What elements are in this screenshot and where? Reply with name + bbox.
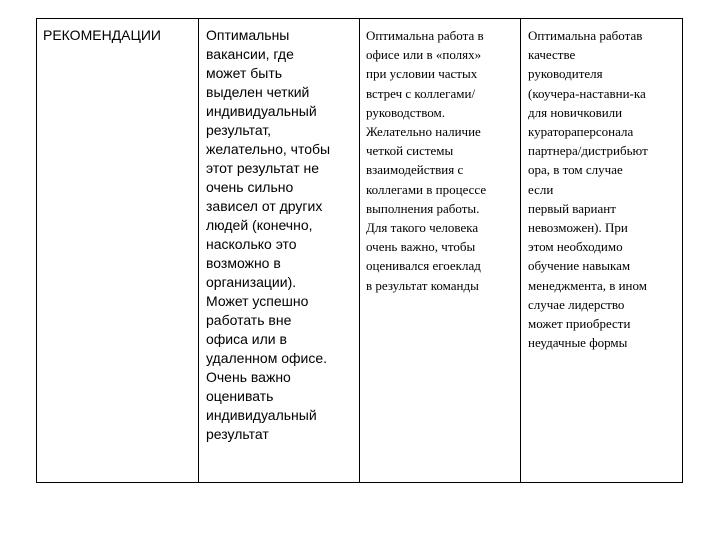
cell-text-line: при условии частых — [366, 66, 478, 82]
cell-text-line: выполнения работы. — [366, 200, 480, 216]
cell-text-line: офисе или в «полях» — [366, 47, 482, 63]
cell-text-line: партнера/дистрибьют — [528, 143, 648, 159]
cell-text-line: офиса или в — [206, 331, 287, 347]
cell-text-line: удаленном офисе. — [206, 350, 328, 366]
cell-text-line: результат, — [206, 122, 272, 138]
cell-text-line: невозможен). При — [528, 220, 628, 236]
cell-text-line: Оптимальны — [206, 27, 290, 43]
cell-text-line: встреч с коллегами/ — [366, 85, 476, 101]
cell-text-line: руководителя — [528, 66, 603, 82]
cell-text-line: оценивать — [206, 388, 274, 404]
cell-text-line: работать вне — [206, 312, 292, 328]
cell-text-line: результат — [206, 426, 269, 442]
table-cell-individual-result — [198, 19, 359, 482]
cell-text-line: РЕКОМЕНДАЦИИ — [43, 27, 161, 43]
cell-text-line: людей (конечно, — [206, 217, 313, 233]
cell-text-line: Очень важно — [206, 369, 291, 385]
cell-text-line: если — [528, 181, 554, 197]
cell-text-line: может приобрести — [528, 316, 631, 332]
cell-text-line: для новичковили — [528, 104, 623, 120]
cell-text-line: Может успешно — [206, 293, 309, 309]
cell-text-line: может быть — [206, 65, 283, 81]
cell-text-line: четкой системы — [366, 143, 454, 159]
cell-text-line: вакансии, где — [206, 46, 294, 62]
cell-text-line: Оптимальна работа в — [366, 28, 484, 43]
cell-text-line: куратораперсонала — [528, 124, 634, 140]
table-cell-recommendations — [37, 19, 198, 482]
cell-text-line: выделен четкий — [206, 84, 310, 100]
cell-text-line: в результат команды — [366, 277, 479, 293]
cell-text-line: обучение навыкам — [528, 258, 631, 274]
cell-text-line: оценивался егоеклад — [366, 258, 481, 274]
cell-text-line: Для такого человека — [366, 220, 479, 236]
table-cell-office-field-work — [359, 19, 520, 482]
cell-text-line: первый вариант — [528, 200, 616, 216]
cell-text-line: организации). — [206, 274, 297, 290]
cell-text-line: Желательно наличие — [366, 124, 481, 140]
cell-text-line: индивидуальный — [206, 103, 317, 119]
recommendations-table — [36, 18, 683, 483]
table-cell-leadership-role — [520, 19, 682, 482]
cell-text-line: индивидуальный — [206, 407, 317, 423]
cell-text-line: коллегами в процессе — [366, 181, 487, 197]
cell-text-line: ора, в том случае — [528, 162, 623, 178]
cell-text-line: качестве — [528, 47, 576, 63]
cell-text-line: очень важно, чтобы — [366, 239, 476, 255]
cell-text-line: этом необходимо — [528, 239, 623, 255]
cell-text-line: взаимодействия с — [366, 162, 464, 178]
cell-text-line: руководством. — [366, 104, 446, 120]
cell-text-line: очень сильно — [206, 179, 294, 195]
cell-text-line: насколько это — [206, 236, 297, 252]
cell-text-line: желательно, чтобы — [206, 141, 331, 157]
cell-text-line: неудачные формы — [528, 335, 628, 351]
cell-text-line: менеджмента, в ином — [528, 277, 647, 293]
cell-text-line: зависел от других — [206, 198, 323, 214]
cell-text-line: этот результат не — [206, 160, 320, 176]
cell-text-line: возможно в — [206, 255, 281, 271]
cell-text-line: (коучера-наставни-ка — [528, 85, 646, 101]
cell-text-line: случае лидерство — [528, 296, 625, 312]
cell-text-line: Оптимальна работав — [528, 28, 643, 43]
